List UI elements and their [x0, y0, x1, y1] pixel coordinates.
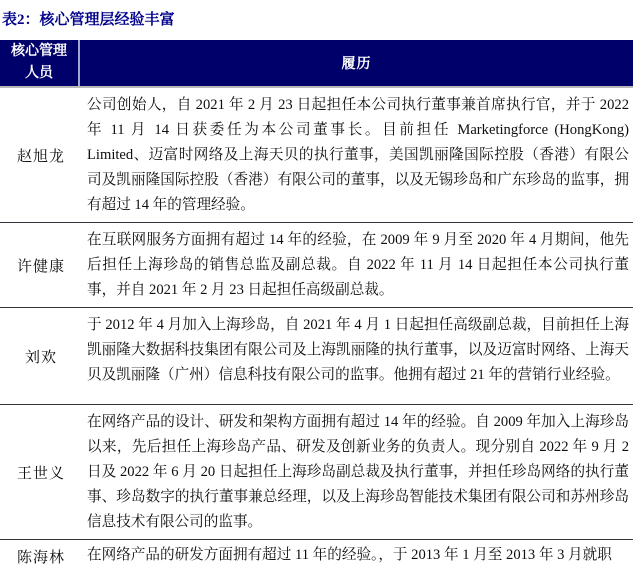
header-cell-person: 核心管理人员 — [0, 40, 80, 86]
table-title: 表2：核心管理层经验丰富 — [2, 12, 175, 28]
manager-name: 王世义 — [16, 465, 65, 482]
report-page — [0, 10, 636, 566]
manager-name: 赵旭龙 — [16, 148, 65, 165]
manager-bio: 于 2012 年 4 月加入上海珍岛，自 2021 年 4 月 1 日起担任高级副总裁，目前担任上海凯丽隆大数据科技集团有限公司及上海凯丽隆的执行董事，以及迈富时网络、上海天贝及凯丽隆（广州）信息科技有限公司的监事。他拥有超过 21 年的营销行业经验。 — [87, 317, 629, 383]
header-cell-resume: 履历 — [341, 57, 372, 72]
table-header-row — [0, 40, 633, 88]
table-row — [0, 540, 633, 572]
manager-name: 陈海林 — [16, 549, 65, 566]
manager-bio: 在网络产品的设计、研发和架构方面拥有超过 14 年的经验。自 2009 年加入上海珍岛以来，先后担任上海珍岛产品、研发及创新业务的负责人。现分别自 2022 年 9 月 2 日及 2022 年 6 月 20 日起担任上海珍岛副总裁及执行董事，并担任珍岛网络的执行董事、珍岛数字的执行董事兼总经理，以及上海珍岛智能技术集团有限公司和苏州珍岛信息技术有限公司的监事。 — [87, 414, 629, 530]
manager-name: 许健康 — [16, 258, 65, 275]
table-row — [0, 88, 633, 223]
table-row — [0, 405, 633, 540]
manager-bio: 在互联网服务方面拥有超过 14 年的经验，在 2009 年 9 月至 2020 年 4 月期间，他先后担任上海珍岛的销售总监及副总裁。自 2022 年 11 月 14 日起担任本公司执行董事，并自 2021 年 2 月 23 日起担任高级副总裁。 — [87, 232, 629, 298]
management-table — [0, 40, 633, 572]
manager-bio: 在网络产品的研发方面拥有超过 11 年的经验。，于 2013 年 1 月至 2013 年 3 月就职 — [87, 547, 612, 563]
manager-bio: 公司创始人，自 2021 年 2 月 23 日起担任本公司执行董事兼首席执行官，并于 2022 年 11 月 14 日获委任为本公司董事长。目前担任 Marketingforce (HongKong) Limited、迈富时网络及上海天贝的执行董事，美国凯丽隆国际控股（香港）有限公司及凯丽隆国际控股（香港）有限公司的董事，以及无锡珍岛和广东珍岛的监事，拥有超过 14 年的管理经验。 — [87, 97, 629, 213]
manager-name: 刘欢 — [24, 349, 57, 366]
table-row — [0, 223, 633, 308]
table-row — [0, 308, 633, 405]
